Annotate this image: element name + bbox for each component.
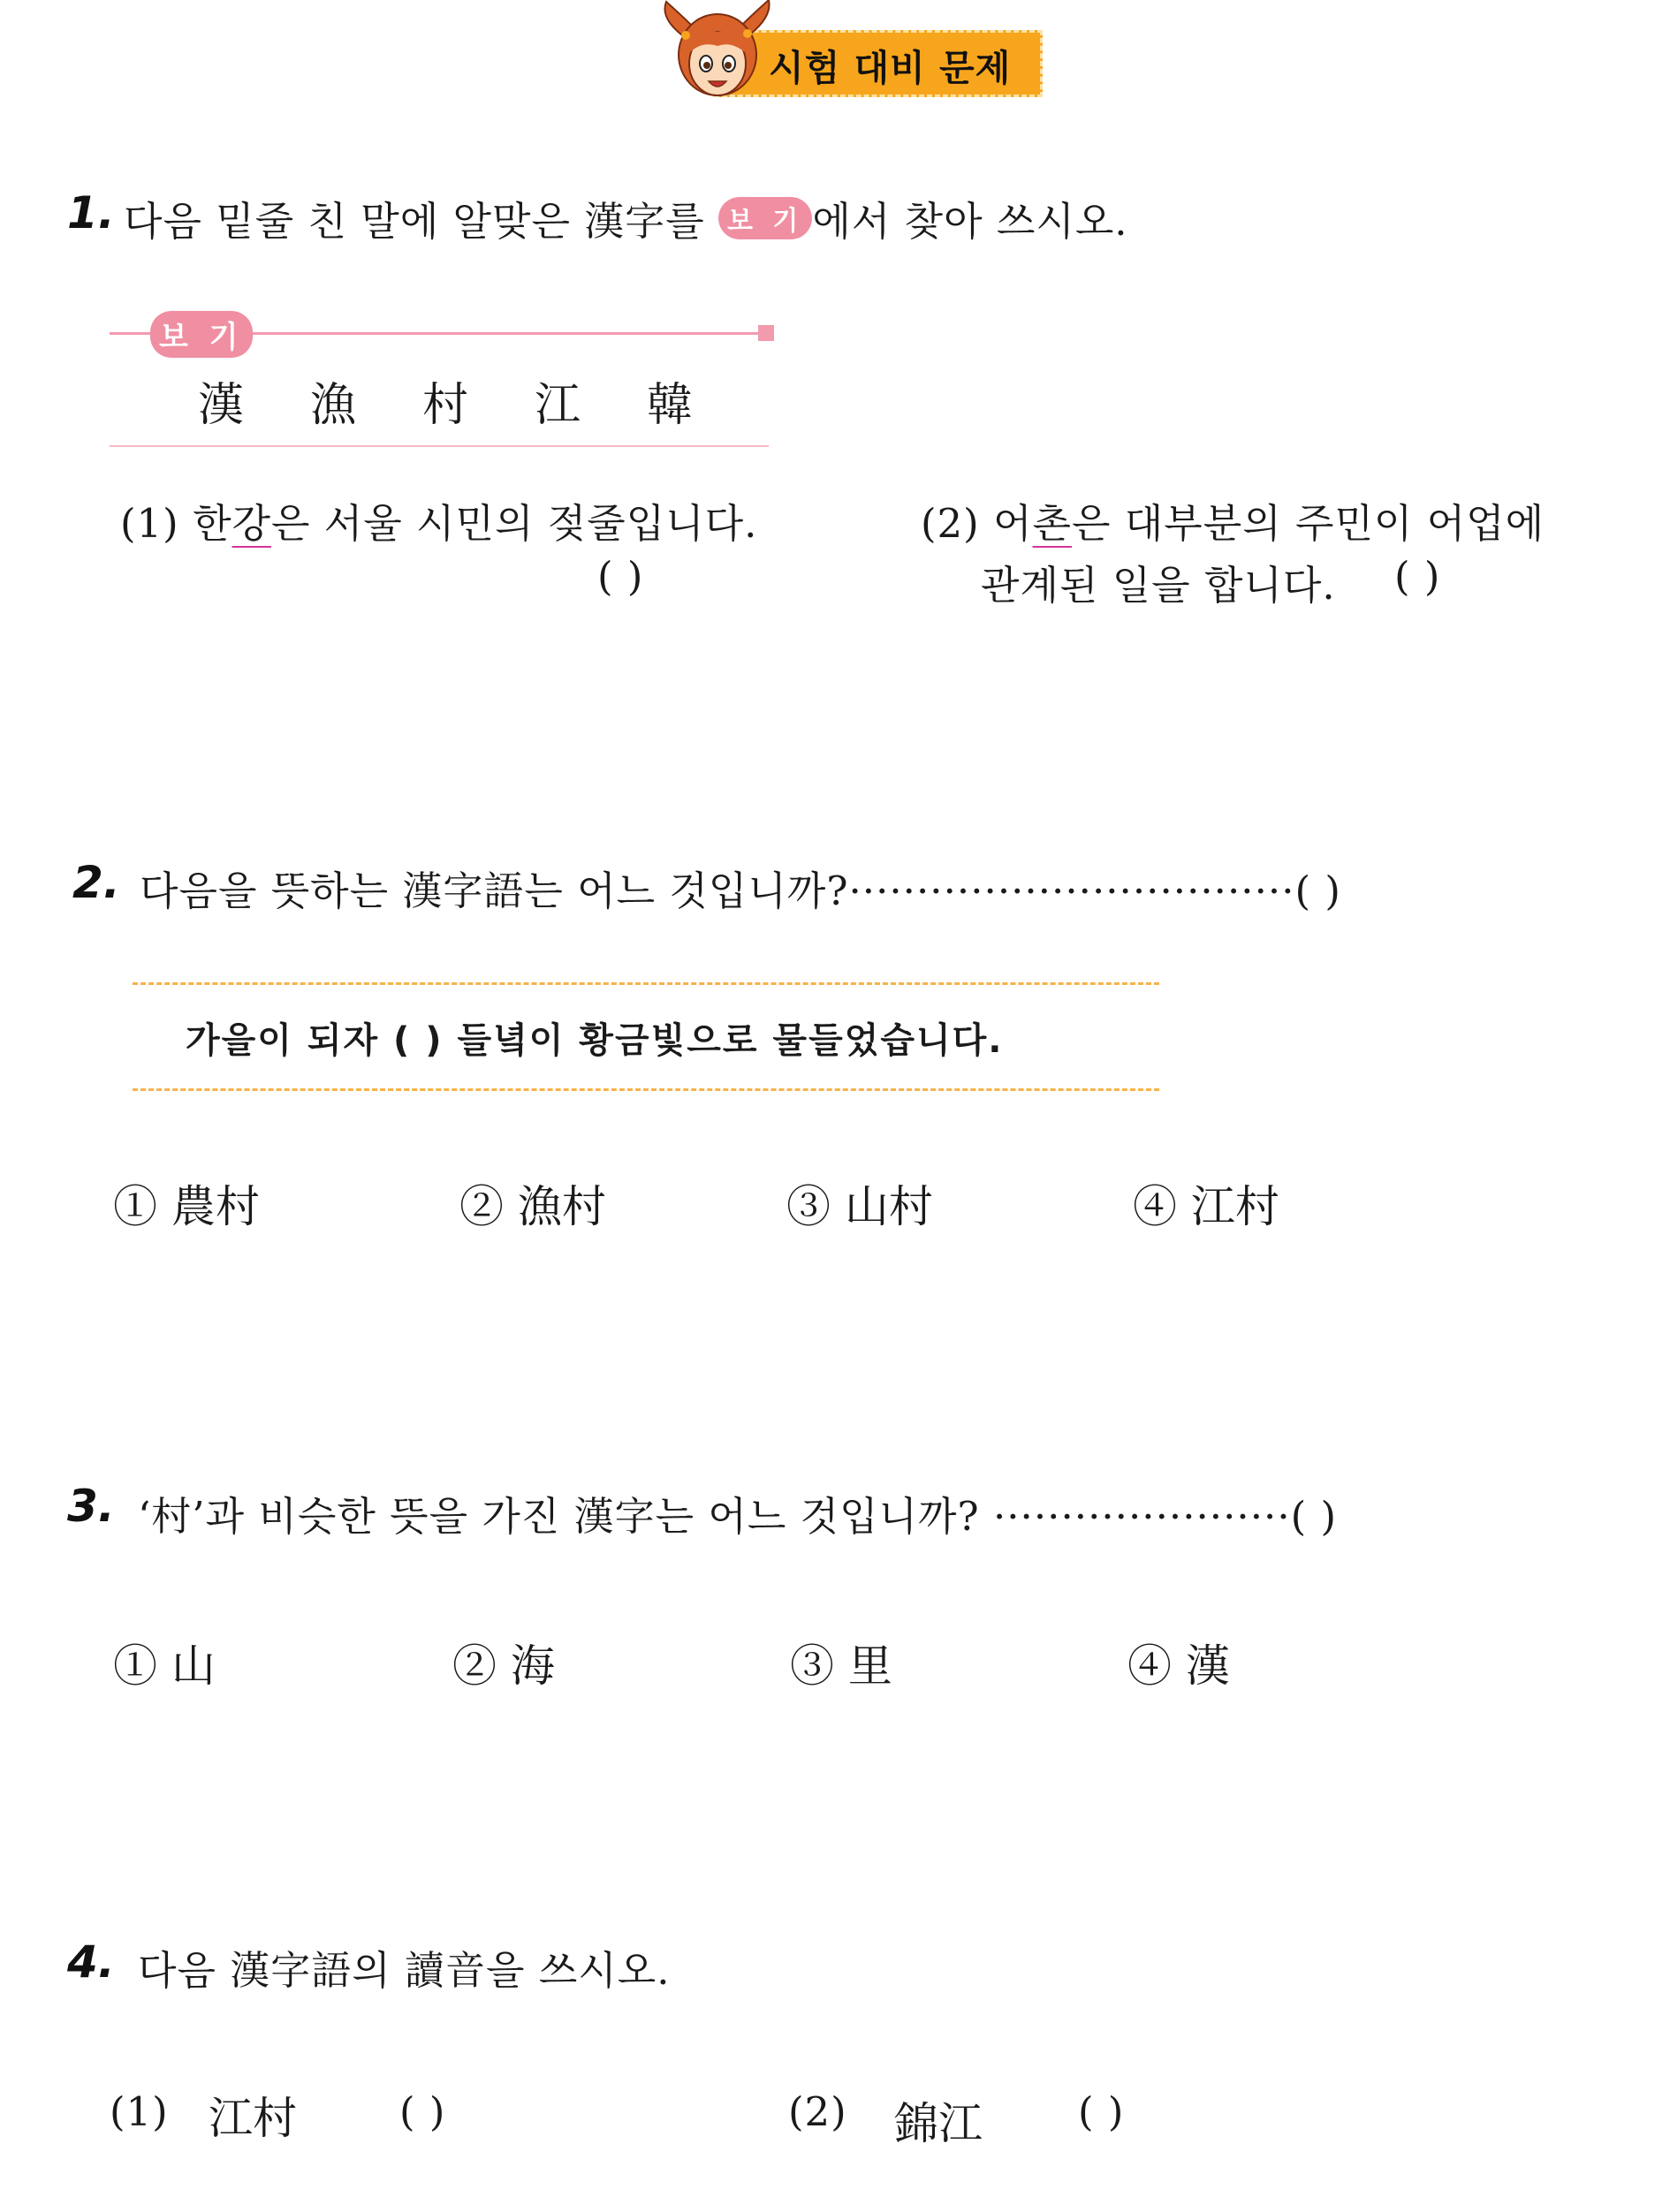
question-1-number: 1.: [67, 187, 115, 239]
q3-option-2[interactable]: ② 海: [452, 1640, 555, 1692]
q3-option-1[interactable]: ① 山: [113, 1640, 216, 1692]
q2-option-2[interactable]: ② 漁村: [459, 1181, 606, 1232]
answer-blank-1-1[interactable]: ( ): [597, 553, 644, 600]
bogi-inline-badge: 보 기: [718, 197, 812, 239]
q3-option-4[interactable]: ④ 漢: [1127, 1640, 1230, 1692]
sentence-box-top-border: [133, 982, 1159, 985]
answer-blank-1-2[interactable]: ( ): [1394, 553, 1441, 600]
question-1-prompt-end: 에서 찾아 쓰시오.: [812, 198, 1128, 245]
question-4-number: 4.: [67, 1936, 115, 1988]
sub-number: (1): [120, 500, 179, 547]
sub-number: (2): [921, 500, 980, 547]
sentence-box-bottom-border: [133, 1088, 1159, 1091]
sub-text-pre: 한: [193, 500, 232, 547]
bogi-item: 韓: [646, 379, 693, 432]
example-sentence: 가을이 되자 ( ) 들녘이 황금빛으로 물들었습니다.: [186, 1020, 1004, 1061]
question-3-prompt-text: ‘村’과 비슷한 뜻을 가진 漢字는 어느 것입니까?: [138, 1493, 980, 1540]
question-4-sub-2-word: 錦江: [894, 2098, 983, 2149]
question-3-prompt: [138, 1484, 1337, 1542]
q2-option-4[interactable]: ④ 江村: [1133, 1181, 1279, 1232]
underlined-syllable: 강: [232, 500, 272, 547]
leader-dots: ·································: [848, 867, 1295, 914]
question-3-number: 3.: [67, 1481, 115, 1532]
question-1-sub-1: [120, 491, 757, 549]
question-2-prompt: [140, 859, 1341, 916]
bogi-items: [198, 367, 693, 434]
q3-option-3[interactable]: ③ 里: [790, 1640, 892, 1692]
bogi-item: 漢: [198, 379, 245, 432]
answer-blank-2[interactable]: ( ): [1294, 867, 1341, 914]
sub-text-post: 은 대부분의 주민이 어업에: [1072, 500, 1545, 547]
question-2-number: 2.: [72, 857, 120, 908]
question-4-prompt: 다음 漢字語의 讀音을 쓰시오.: [138, 1947, 671, 1994]
question-1-sub-2: [921, 491, 1545, 549]
question-1-prompt-start: 다음 밑줄 친 말에 알맞은 漢字를: [124, 198, 718, 245]
answer-blank-3[interactable]: ( ): [1290, 1493, 1338, 1540]
question-1-sub-2-line-2: 관계된 일을 합니다.: [981, 562, 1336, 609]
bogi-item: 江: [534, 379, 581, 432]
question-1-prompt: [124, 189, 1128, 246]
answer-blank-4-2[interactable]: ( ): [1078, 2088, 1125, 2135]
leader-dots: ······················: [992, 1493, 1291, 1540]
question-4-sub-1-number: (1): [110, 2088, 169, 2135]
page-title: 시험 대비 문제: [769, 47, 1012, 89]
girl-mascot-icon: [656, 0, 779, 106]
q2-option-3[interactable]: ③ 山村: [786, 1181, 933, 1232]
underlined-syllable: 촌: [1032, 500, 1073, 547]
question-4-sub-1-word: 江村: [209, 2093, 297, 2144]
sub-text-post: 은 서울 시민의 젖줄입니다.: [271, 500, 758, 547]
answer-blank-4-1[interactable]: ( ): [399, 2088, 446, 2135]
question-2-prompt-text: 다음을 뜻하는 漢字語는 어느 것입니까?: [140, 867, 849, 914]
bogi-item: 村: [421, 379, 468, 432]
sub-text-pre: 어: [993, 500, 1033, 547]
question-4-sub-2-number: (2): [788, 2088, 847, 2135]
bogi-label: 보 기: [150, 311, 253, 358]
q2-option-1[interactable]: ① 農村: [113, 1181, 260, 1232]
bogi-rule-end-square: [758, 325, 774, 341]
bogi-item: 漁: [309, 379, 356, 432]
bogi-bottom-rule: [110, 445, 769, 447]
